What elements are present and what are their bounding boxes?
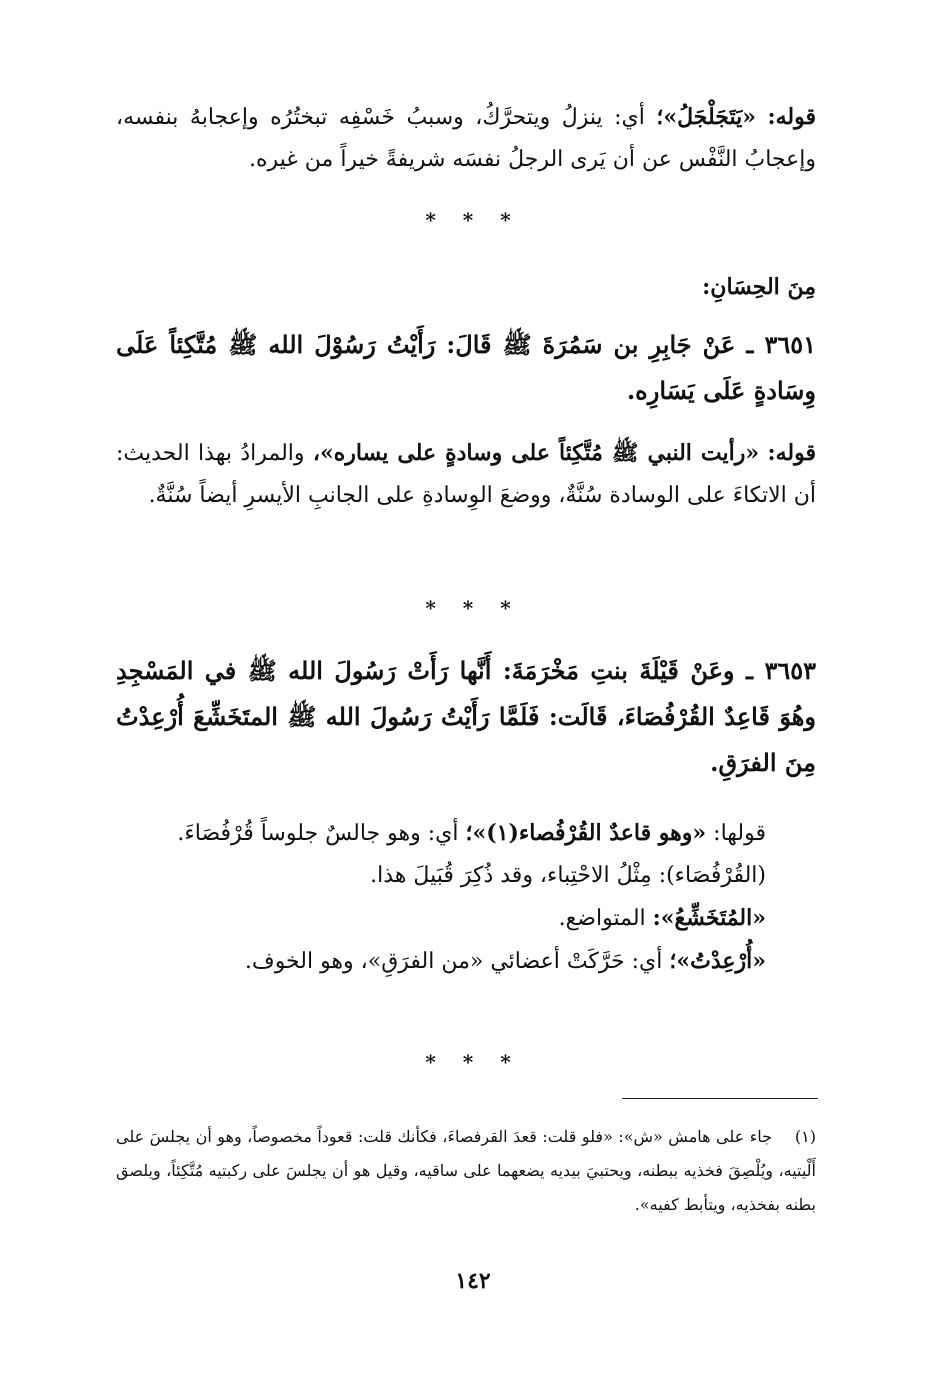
commentary-label: قوله: [767,440,817,466]
hadith-number: ٣٦٥٣ [764,656,816,685]
footnote-text: جاء على هامش «ش»: «فلو قلت: قعدَ القرفصاءَ، فكأنك قلت: قعوداً مخصوصاً، وهو أن يجلسَ على أَلْيتيه، ويُلْصِقَ فخذيه ببطنه، ويحتبيَ بيديه يضعهما على ساقيه، وقيل هو أن يجلسَ على ركبتيه مُتَّكِئاً، ويلصق بطنه بفخذيه، ويتأبط كفيه». [116,1127,816,1214]
page-number: ١٤٢ [455,1268,491,1294]
gloss-line [116,897,766,940]
section-heading-block [116,266,816,308]
footnote [116,1120,816,1222]
gloss-quote: «وهو قاعدٌ القُرْفُصاء(١)»؛ [465,820,707,846]
hadith-text: ـ عَنْ جَابِرِ بن سَمُرَةَ ﷺ قَالَ: رَأَيْتُ رَسُوْلَ الله ﷺ مُتَّكِئاً عَلَى وِسَادةٍ عَلَى يَسَارِه. [116,330,816,405]
gloss-line [116,812,766,855]
hadith-3651 [116,322,816,414]
section-separator: * * * [425,1050,521,1074]
commentary-text: أي: ينزلُ ويتحرَّكُ، وسببُ خَسْفِه تبختُرُه وإعجابهُ بنفسه، وإعجابُ النَّفْس عن أن يَرى الرجلُ نفسَه شريفةً خيراً من غيره. [116,105,816,172]
section-separator: * * * [425,596,521,620]
gloss-quote: «أُرْعِدْتُ»؛ [669,948,766,974]
commentary-label: قوله: [767,104,816,130]
gloss-text: أي: حَرَّكَتْ أعضائي «من الفرَقِ»، وهو الخوف. [244,949,663,974]
footnote-number: (١) [794,1127,817,1146]
commentary-text: والمرادُ بهذا الحديث: أن الاتكاءَ على الوسادة سُنَّةٌ، ووضعَ الوِسادةِ على الجانبِ الأيسرِ أيضاً سُنَّةٌ. [116,441,816,508]
hadith-number: ٣٦٥١ [764,330,817,359]
gloss-text: المتواضع. [558,906,646,931]
gloss-line [116,940,766,983]
gloss-label: قولها: [713,821,766,846]
section-separator: * * * [425,208,521,232]
gloss-line [116,855,766,897]
quoted-term: «يَتَجَلْجَلُ»؛ [656,104,756,130]
footnote-divider [622,1098,818,1099]
section-heading: مِنَ الحِسَانِ: [702,274,816,300]
commentary-paragraph-1 [116,96,816,181]
commentary-paragraph-2 [116,432,816,517]
glosses-block [116,812,816,983]
hadith-3653 [116,648,816,786]
gloss-text: أي: وهو جالسٌ جلوساً قُرْفُصَاءَ. [177,821,459,846]
gloss-quote: «المُتَخَشِّعُ»: [652,905,766,931]
gloss-text: (القُرْفُصَاء): مِثْلُ الاحْتِباء، وقد ذُكِرَ قُبَيلَ هذا. [370,863,766,888]
quoted-term: «رأيت النبي ﷺ مُتَّكِئاً على وسادةٍ على يساره»، [312,440,760,466]
hadith-text: ـ وعَنْ قَيْلَةَ بنتِ مَخْرَمَةَ: أَنَّها رَأَتْ رَسُولَ الله ﷺ في المَسْجِدِ وهُوَ قَاعِدٌ القُرْفُصَاءَ، قَالَت: فَلَمَّا رَأَيْتُ رَسُولَ الله ﷺ المتَخَشِّعَ أُرْعِدْتُ مِنَ الفرَقِ. [116,656,816,777]
